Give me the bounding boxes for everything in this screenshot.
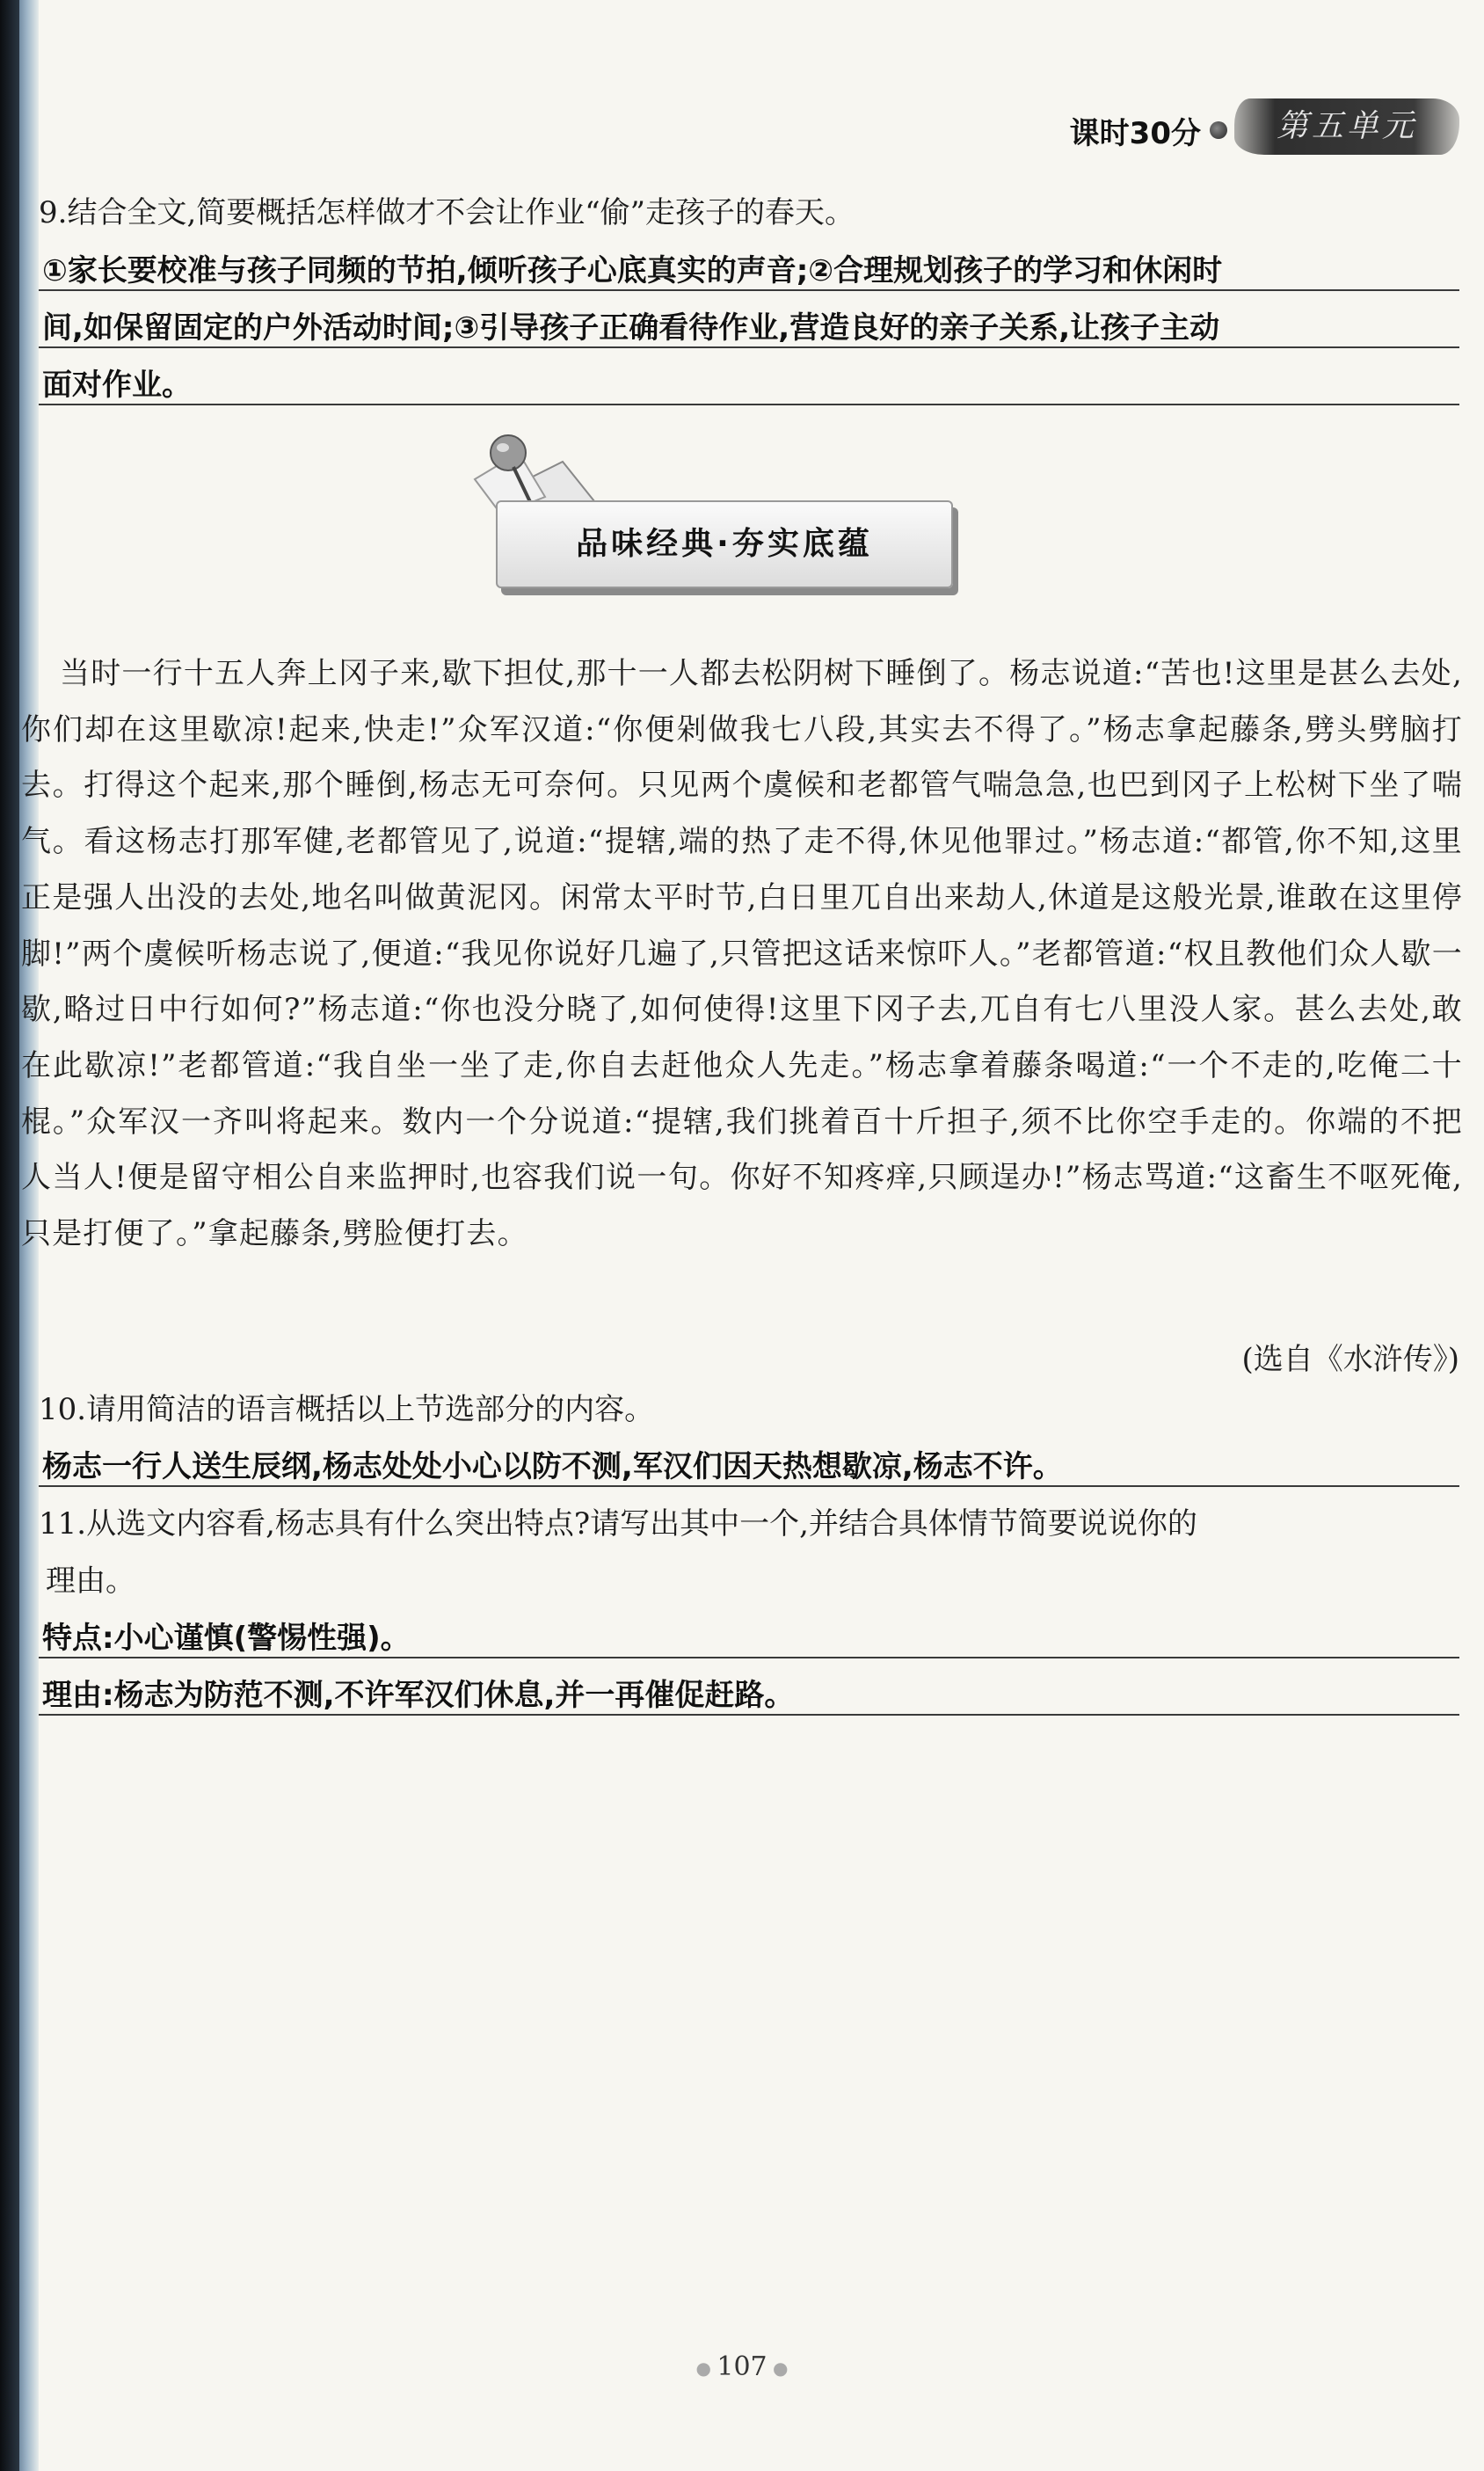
answer-10: 杨志一行人送生辰纲,杨志处处小心以防不测,军汉们因天热想歇凉,杨志不许。 [39,1442,1459,1487]
answer-9-line-3: 面对作业。 [39,361,1459,405]
answer-9-line-1: ①家长要校准与孩子同频的节拍,倾听孩子心底真实的声音;②合理规划孩子的学习和休闲时 [39,246,1459,291]
passage-source: (选自《水浒传》) [1241,1342,1459,1377]
question-11-line-2: 理由。 [46,1564,135,1599]
answer-9-line-2: 间,如保留固定的户外活动时间;③引导孩子正确看待作业,营造良好的亲子关系,让孩子主动 [39,303,1459,348]
page-number-text: 107 [717,2351,767,2382]
question-9: 9.结合全文,简要概括怎样做才不会让作业“偷”走孩子的春天。 [39,195,855,230]
decor-dots-icon: ● [767,2358,789,2379]
answer-11-trait: 特点:小心谨慎(警惕性强)。 [39,1614,1459,1658]
question-11-line-1: 11.从选文内容看,杨志具有什么突出特点?请写出其中一个,并结合具体情节简要说说你的 [39,1506,1197,1542]
page-header [0,98,1484,160]
page-number [0,2351,1484,2382]
decor-dots-icon: ● [695,2358,717,2379]
section-title: 品味经典·夯实底蕴 [496,500,953,588]
section-heading [457,426,985,611]
question-10: 10.请用简洁的语言概括以上节选部分的内容。 [39,1392,655,1427]
header-label: 课时30分 [1069,116,1201,151]
unit-badge: 第五单元 [1234,98,1459,155]
reading-passage: 当时一行十五人奔上冈子来,歇下担仗,那十一人都去松阴树下睡倒了。杨志说道:“苦也!这里是甚么去处,你们却在这里歇凉!起来,快走!”众军汉道:“你便剁做我七八段,其实去不得了。”杨志拿起藤条,劈头劈脑打去。打得这个起来,那个睡倒,杨志无可奈何。只见两个虞候和老都管气喘急急,也巴到冈子上松树下坐了喘气。看这杨志打那军健,老都管见了,说道:“提辖,端的热了走不得,休见他罪过。”杨志道:“都管,你不知,这里正是强人出没的去处,地名叫做黄泥冈。闲常太平时节,白日里兀自出来劫人,休道是这般光景,谁敢在这里停脚!”两个虞候听杨志说了,便道:“我见你说好几遍了,只管把这话来惊吓人。”老都管道:“权且教他们众人歇一歇,略过日中行如何?”杨志道:“你也没分晓了,如何使得!这里下冈子去,兀自有七八里没人家。甚么去处,敢在此歇凉!”老都管道:“我自坐一坐了走,你自去赶他众人先走。”杨志拿着藤条喝道:“一个不走的,吃俺二十棍。”众军汉一齐叫将起来。数内一个分说道:“提辖,我们挑着百十斤担子,须不比你空手走的。你端的不把人当人!便是留守相公自来监押时,也容我们说一句。你好不知疼痒,只顾逞办!”杨志骂道:“这畜生不呕死俺,只是打便了。”拿起藤条,劈脸便打去。 [21,656,1463,1252]
bullet-icon [1210,121,1227,139]
answer-11-reason: 理由:杨志为防范不测,不许军汉们休息,并一再催促赶路。 [39,1671,1459,1716]
